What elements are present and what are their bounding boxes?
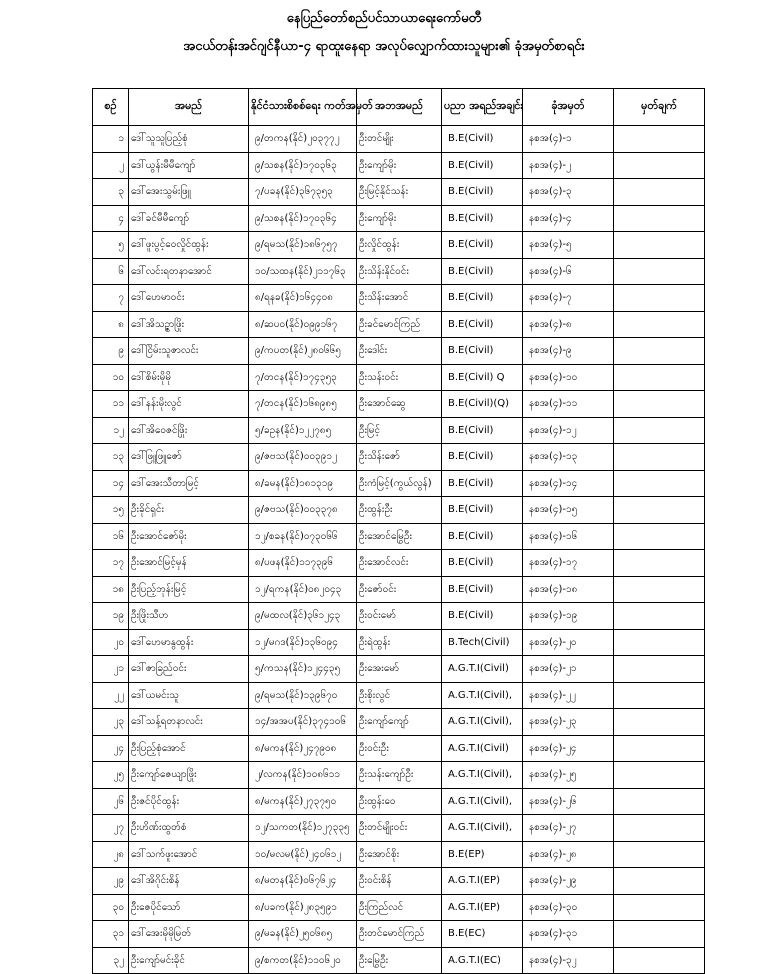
table-row xyxy=(93,391,705,418)
remarks-cell xyxy=(614,550,705,577)
serial-cell: ၁၀ xyxy=(93,364,129,391)
name-cell: ဒေါ်အိသဉ္ဇာဖြိုး xyxy=(129,311,249,338)
serial-cell: ၁၄ xyxy=(93,470,129,497)
qualification-cell: B.E(Civil) xyxy=(442,523,523,550)
father-name-cell: ဦးတင်မျိုး xyxy=(357,126,442,153)
name-cell: ဒေါ်ငြိမ်းသူဇာလင်း xyxy=(129,338,249,365)
table-row xyxy=(93,497,705,524)
qualification-cell: B.E(Civil) xyxy=(442,497,523,524)
serial-cell: ၆ xyxy=(93,258,129,285)
name-cell: ဒေါ်သက်ဖူးအောင် xyxy=(129,841,249,868)
table-row xyxy=(93,152,705,179)
table-row xyxy=(93,179,705,206)
nrc-cell: ၉/သစန(နိုင်)၁၇၀၃၆၃ xyxy=(249,152,357,179)
remarks-cell xyxy=(614,788,705,815)
name-cell: ဒေါ်ဖူးပွင့်ဝေလှိုင်ထွန်း xyxy=(129,232,249,259)
remarks-cell xyxy=(614,258,705,285)
nrc-cell: ၉/စကတ(နိုင်)၁၁၀၆၂၀ xyxy=(249,947,357,974)
father-name-cell: ဦးအောင်စိုး xyxy=(357,841,442,868)
qualification-cell: A.G.T.I(Civil) xyxy=(442,735,523,762)
name-cell: ဦးဖြိုးသီဟ xyxy=(129,603,249,630)
seat-number-cell: နစအ(၄)-၁၅ xyxy=(523,497,614,524)
name-cell: ဒေါ်ခင်မီမီကျော် xyxy=(129,205,249,232)
qualification-cell: B.E(Civil) xyxy=(442,470,523,497)
qualification-cell: B.E(Civil) xyxy=(442,285,523,312)
name-cell: ဦးဇေပိုင်သော် xyxy=(129,894,249,921)
father-name-cell: ဦးဝင်းဦး xyxy=(357,735,442,762)
remarks-cell xyxy=(614,285,705,312)
name-cell: ဦးအောင်ဇော်မိုး xyxy=(129,523,249,550)
father-name-cell: ဦးကျော်ကျော် xyxy=(357,709,442,736)
serial-cell: ၅ xyxy=(93,232,129,259)
nrc-cell: ၇/တငန(နိုင်)၁၇၄၃၅၃ xyxy=(249,364,357,391)
qualification-cell: A.G.T.I(EP) xyxy=(442,894,523,921)
table-row xyxy=(93,550,705,577)
qualification-cell: A.G.T.I(Civil), xyxy=(442,709,523,736)
qualification-cell: B.E(Civil) xyxy=(442,152,523,179)
father-name-cell: ဦးမြင့်နိုင်သန်း xyxy=(357,179,442,206)
father-name-cell: ဦးရဲထွန်း xyxy=(357,629,442,656)
document-subtitle: အငယ်တန်းအင်ဂျင်နီယာ-၄ ရာထူးနေရာ အလုပ်လျှောက်ထားသူများ၏ ခုံအမှတ်စာရင်း xyxy=(183,39,585,54)
nrc-cell: ၉/မထလ(နိုင်)၃၆၁၂၄၃ xyxy=(249,603,357,630)
remarks-cell xyxy=(614,205,705,232)
table-row xyxy=(93,682,705,709)
nrc-cell: ၈/ဆပဝ(နိုင်)၀၉၉၁၆၇ xyxy=(249,311,357,338)
qualification-cell: B.E(Civil) xyxy=(442,258,523,285)
qualification-cell: B.E(Civil) xyxy=(442,179,523,206)
remarks-cell xyxy=(614,391,705,418)
name-cell: ဒေါ်အိဂိုင်းစိန် xyxy=(129,868,249,895)
remarks-cell xyxy=(614,656,705,683)
remarks-cell xyxy=(614,709,705,736)
remarks-cell xyxy=(614,682,705,709)
father-name-cell: ဦးသိန်းအောင် xyxy=(357,285,442,312)
nrc-cell: ၁၂/စခန(နိုင်)၀၇၃၀၆၆ xyxy=(249,523,357,550)
name-cell: ဦးဇင်ပိုင်ထွန်း xyxy=(129,788,249,815)
name-cell: ဒေါ်နန်းမိုးလွင် xyxy=(129,391,249,418)
father-name-cell: ဦးသိန်းဇော် xyxy=(357,444,442,471)
remarks-cell xyxy=(614,735,705,762)
remarks-cell xyxy=(614,311,705,338)
father-name-cell: ဦးကျော်မိုး xyxy=(357,205,442,232)
remarks-cell xyxy=(614,947,705,974)
name-cell: ဒေါ်သူသူပြည့်စုံ xyxy=(129,126,249,153)
father-name-cell: ဦးသန်းဝင်း xyxy=(357,364,442,391)
nrc-cell: ၅/ကသန(နိုင်)၁၂၄၄၃၅ xyxy=(249,656,357,683)
serial-cell: ၂၅ xyxy=(93,762,129,789)
remarks-cell xyxy=(614,921,705,948)
nrc-cell: ၉/မခန(နိုင်)၂၅၀၆၈၅ xyxy=(249,921,357,948)
seat-number-cell: နစအ(၄)-၈ xyxy=(523,311,614,338)
name-cell: ဦးအောင်မြင့်မှန် xyxy=(129,550,249,577)
father-name-cell: ဦးကြည်လင် xyxy=(357,894,442,921)
seat-number-cell: နစအ(၄)-၂ xyxy=(523,152,614,179)
serial-cell: ၁၁ xyxy=(93,391,129,418)
seat-number-cell: နစအ(၄)-၁၂ xyxy=(523,417,614,444)
seat-number-cell: နစအ(၄)-၂၁ xyxy=(523,656,614,683)
father-name-cell: ဦးအောင်မြွေဦး xyxy=(357,523,442,550)
nrc-cell: ၉/ရမသ(နိုင်)၁၈၆၇၅၇ xyxy=(249,232,357,259)
seat-number-cell: နစအ(၄)-၂၂ xyxy=(523,682,614,709)
nrc-cell: ၈/ရနခ(နိုင်)၁၆၄၄၀၈ xyxy=(249,285,357,312)
table-row xyxy=(93,894,705,921)
father-name-cell: ဦးသန်းကျော်ဦး xyxy=(357,762,442,789)
name-cell: ဦးပြည့်ဘုန်းမြင့် xyxy=(129,576,249,603)
father-name-cell: ဦးကျော်မိုး xyxy=(357,152,442,179)
seat-number-cell: နစအ(၄)-၂၃ xyxy=(523,709,614,736)
serial-cell: ၁ xyxy=(93,126,129,153)
serial-cell: ၁၇ xyxy=(93,550,129,577)
serial-cell: ၁၅ xyxy=(93,497,129,524)
name-cell: ဒေါ်အေးသီတာမြင့် xyxy=(129,470,249,497)
serial-cell: ၂ xyxy=(93,152,129,179)
remarks-cell xyxy=(614,338,705,365)
qualification-cell: B.E(EP) xyxy=(442,841,523,868)
qualification-cell: A.G.T.I(Civil), xyxy=(442,788,523,815)
seat-number-cell: နစအ(၄)-၂၈ xyxy=(523,841,614,868)
nrc-cell: ၈/ပခက(နိုင်)၂၈၃၅၉၁ xyxy=(249,894,357,921)
header-name: အမည် xyxy=(129,89,249,126)
serial-cell: ၁၃ xyxy=(93,444,129,471)
name-cell: ဒေါ်ဖြူဖြူဇော် xyxy=(129,444,249,471)
remarks-cell xyxy=(614,126,705,153)
nrc-cell: ၉/ဇဗသ(နိုင်)၀၀၃၉၁၂ xyxy=(249,444,357,471)
qualification-cell: A.G.T.I(EC) xyxy=(442,947,523,974)
table-row xyxy=(93,629,705,656)
table-row xyxy=(93,709,705,736)
seat-number-cell: နစအ(၄)-၂၉ xyxy=(523,868,614,895)
father-name-cell: ဦးလှိုင်ထွန်း xyxy=(357,232,442,259)
header-qualification: ပညာ အရည်အချင်း xyxy=(442,89,523,126)
seat-number-cell: နစအ(၄)-၂၅ xyxy=(523,762,614,789)
name-cell: ဒေါ်သန့်ရတနာလင်း xyxy=(129,709,249,736)
remarks-cell xyxy=(614,364,705,391)
name-cell: ဒေါ်ဟေမာနွထွန်း xyxy=(129,629,249,656)
nrc-cell: ၉/ရမသ(နိုင်)၁၃၉၆၇၀ xyxy=(249,682,357,709)
table-row xyxy=(93,656,705,683)
qualification-cell: B.E(Civil) xyxy=(442,576,523,603)
qualification-cell: B.E(Civil) xyxy=(442,232,523,259)
seat-number-cell: နစအ(၄)-၁၈ xyxy=(523,576,614,603)
name-cell: ဦးပြည့်စုံအောင် xyxy=(129,735,249,762)
serial-cell: ၈ xyxy=(93,311,129,338)
seat-number-cell: နစအ(၄)-၂၄ xyxy=(523,735,614,762)
nrc-cell: ၁၄/အအပ(နိုင်)၃၇၄၁၀၆ xyxy=(249,709,357,736)
seat-number-cell: နစအ(၄)-၂၇ xyxy=(523,815,614,842)
serial-cell: ၃၀ xyxy=(93,894,129,921)
name-cell: ဒေါ်အိဝေဇင်ဖြိုး xyxy=(129,417,249,444)
nrc-cell: ၅/ခဥန(နိုင်)၁၂၂၇၈၅ xyxy=(249,417,357,444)
seat-number-cell: နစအ(၄)-၁၄ xyxy=(523,470,614,497)
father-name-cell: ဦးတင်မောင်ကြည် xyxy=(357,921,442,948)
remarks-cell xyxy=(614,152,705,179)
father-name-cell: ဦးစိုးလွင် xyxy=(357,682,442,709)
table-row xyxy=(93,258,705,285)
serial-cell: ၄ xyxy=(93,205,129,232)
name-cell: ဒေါ်ယမင်းသူ xyxy=(129,682,249,709)
qualification-cell: B.Tech(Civil) xyxy=(442,629,523,656)
remarks-cell xyxy=(614,603,705,630)
remarks-cell xyxy=(614,497,705,524)
name-cell: ဦးဟိဏ်းထွတ်စံ xyxy=(129,815,249,842)
seat-number-cell: နစအ(၄)-၃၁ xyxy=(523,921,614,948)
applicant-table xyxy=(92,88,705,974)
seat-number-cell: နစအ(၄)-၃ xyxy=(523,179,614,206)
remarks-cell xyxy=(614,470,705,497)
table-row xyxy=(93,285,705,312)
nrc-cell: ၈/မကန(နိုင်)၂၄၇၉၀၈ xyxy=(249,735,357,762)
name-cell: ဒေါ်အေးသွမ်းဖြူ xyxy=(129,179,249,206)
seat-number-cell: နစအ(၄)-၄ xyxy=(523,205,614,232)
remarks-cell xyxy=(614,629,705,656)
qualification-cell: B.E(Civil) xyxy=(442,417,523,444)
nrc-cell: ၂/လကန(နိုင်)၁၀၈၆၁၁ xyxy=(249,762,357,789)
serial-cell: ၁၂ xyxy=(93,417,129,444)
table-row xyxy=(93,338,705,365)
qualification-cell: B.E(Civil)(Q) xyxy=(442,391,523,418)
qualification-cell: B.E(Civil) xyxy=(442,444,523,471)
qualification-cell: B.E(Civil) xyxy=(442,550,523,577)
table-row xyxy=(93,947,705,974)
father-name-cell: ဦးဝင်းစိန် xyxy=(357,868,442,895)
nrc-cell: ၉/တကန(နိုင်)၂၀၃၇၇၂ xyxy=(249,126,357,153)
nrc-cell: ၉/ဇဗသ(နိုင်)၀၀၃၃၇၈ xyxy=(249,497,357,524)
seat-number-cell: နစအ(၄)-၁၀ xyxy=(523,364,614,391)
table-row xyxy=(93,841,705,868)
nrc-cell: ၁၂/ရကန(နိုင်)၀၈၂၀၄၃ xyxy=(249,576,357,603)
father-name-cell: ဦးမြင့် xyxy=(357,417,442,444)
serial-cell: ၂၇ xyxy=(93,815,129,842)
father-name-cell: ဦးထွန်းဦး xyxy=(357,497,442,524)
nrc-cell: ၁၀/မလမ(နိုင်)၂၄၀၆၁၂ xyxy=(249,841,357,868)
remarks-cell xyxy=(614,868,705,895)
remarks-cell xyxy=(614,815,705,842)
nrc-cell: ၇/တငန(နိုင်)၁၆၈၉၈၅ xyxy=(249,391,357,418)
qualification-cell: A.G.T.I(Civil), xyxy=(442,815,523,842)
qualification-cell: B.E(Civil) xyxy=(442,603,523,630)
seat-number-cell: နစအ(၄)-၃၀ xyxy=(523,894,614,921)
nrc-cell: ၇/ပခန(နိုင်)၃၆၇၃၅၃ xyxy=(249,179,357,206)
remarks-cell xyxy=(614,576,705,603)
remarks-cell xyxy=(614,523,705,550)
qualification-cell: B.E(Civil) Q xyxy=(442,364,523,391)
serial-cell: ၁၈ xyxy=(93,576,129,603)
serial-cell: ၇ xyxy=(93,285,129,312)
table-row xyxy=(93,788,705,815)
header-father-name: အဘအမည် xyxy=(357,89,442,126)
seat-number-cell: နစအ(၄)-၁၆ xyxy=(523,523,614,550)
serial-cell: ၁၉ xyxy=(93,603,129,630)
qualification-cell: A.G.T.I(Civil), xyxy=(442,762,523,789)
table-row xyxy=(93,364,705,391)
seat-number-cell: နစအ(၄)-၂၆ xyxy=(523,788,614,815)
father-name-cell: ဦးကံမြင့်(ကွယ်လွန်) xyxy=(357,470,442,497)
serial-cell: ၂၂ xyxy=(93,682,129,709)
serial-cell: ၂၆ xyxy=(93,788,129,815)
seat-number-cell: နစအ(၄)-၁၁ xyxy=(523,391,614,418)
document-title: နေပြည်တော်စည်ပင်သာယာရေးကော်မတီ xyxy=(286,11,482,26)
serial-cell: ၁၆ xyxy=(93,523,129,550)
name-cell: ဒေါ်စိမ်းမိုမို xyxy=(129,364,249,391)
name-cell: ဦးခိုင်ရှင်း xyxy=(129,497,249,524)
remarks-cell xyxy=(614,232,705,259)
table-row xyxy=(93,921,705,948)
seat-number-cell: နစအ(၄)-၇ xyxy=(523,285,614,312)
father-name-cell: ဦးတင်မျိုးဝင်း xyxy=(357,815,442,842)
father-name-cell: ဦးဝင်းမော် xyxy=(357,603,442,630)
name-cell: ဒေါ်ယွန်းမီမီကျော် xyxy=(129,152,249,179)
table-row xyxy=(93,868,705,895)
header-remarks: မှတ်ချက် xyxy=(614,89,705,126)
nrc-cell: ၁၀/သထန(နိုင်)၂၁၁၇၆၃ xyxy=(249,258,357,285)
table-row xyxy=(93,576,705,603)
remarks-cell xyxy=(614,179,705,206)
serial-cell: ၃၁ xyxy=(93,921,129,948)
table-row xyxy=(93,815,705,842)
table-row xyxy=(93,205,705,232)
table-row xyxy=(93,126,705,153)
remarks-cell xyxy=(614,762,705,789)
table-row xyxy=(93,311,705,338)
father-name-cell: ဦးသိန်းနိုင်ဝင်း xyxy=(357,258,442,285)
nrc-cell: ၈/ခမန(နိုင်)၁၈၁၃၁၉ xyxy=(249,470,357,497)
serial-cell: ၂၄ xyxy=(93,735,129,762)
qualification-cell: B.E(Civil) xyxy=(442,205,523,232)
table-row xyxy=(93,523,705,550)
nrc-cell: ၈/မကန(နိုင်)၂၇၃၇၅၀ xyxy=(249,788,357,815)
table-row xyxy=(93,762,705,789)
serial-cell: ၂၃ xyxy=(93,709,129,736)
nrc-cell: ၈/ပဖန(နိုင်)၁၁၇၃၉၆ xyxy=(249,550,357,577)
qualification-cell: A.G.T.I(Civil), xyxy=(442,682,523,709)
serial-cell: ၃ xyxy=(93,179,129,206)
seat-number-cell: နစအ(၄)-၅ xyxy=(523,232,614,259)
name-cell: ဒေါ်လင်းရတနာအောင် xyxy=(129,258,249,285)
nrc-cell: ၁၂/မဂဒ(နိုင်)၁၃၆၀၉၄ xyxy=(249,629,357,656)
seat-number-cell: နစအ(၄)-၆ xyxy=(523,258,614,285)
father-name-cell: ဦးထွန်းဝေ xyxy=(357,788,442,815)
qualification-cell: A.G.T.I(EP) xyxy=(442,868,523,895)
seat-number-cell: နစအ(၄)-၁ xyxy=(523,126,614,153)
name-cell: ဒေါ်အေးမိုမိုမြတ် xyxy=(129,921,249,948)
table-row xyxy=(93,470,705,497)
qualification-cell: B.E(Civil) xyxy=(442,338,523,365)
serial-cell: ၂၉ xyxy=(93,868,129,895)
seat-number-cell: နစအ(၄)-၉ xyxy=(523,338,614,365)
table-row xyxy=(93,232,705,259)
remarks-cell xyxy=(614,417,705,444)
seat-number-cell: နစအ(၄)-၃၂ xyxy=(523,947,614,974)
name-cell: ဦးကျော်မင်းခိုင် xyxy=(129,947,249,974)
name-cell: ဒေါ်ဟေမာဝင်း xyxy=(129,285,249,312)
name-cell: ဒေါ်ဇာခြည်ဝင်း xyxy=(129,656,249,683)
serial-cell: ၉ xyxy=(93,338,129,365)
seat-number-cell: နစအ(၄)-၁၃ xyxy=(523,444,614,471)
remarks-cell xyxy=(614,894,705,921)
header-nrc: နိုင်ငံသားစိစစ်ရေး ကတ်အမှတ် xyxy=(249,89,357,126)
table-row xyxy=(93,603,705,630)
father-name-cell: ဦးအေးမော် xyxy=(357,656,442,683)
table-row xyxy=(93,444,705,471)
serial-cell: ၂၈ xyxy=(93,841,129,868)
qualification-cell: A.G.T.I(Civil) xyxy=(442,656,523,683)
qualification-cell: B.E(Civil) xyxy=(442,126,523,153)
serial-cell: ၂၁ xyxy=(93,656,129,683)
nrc-cell: ၉/သစန(နိုင်)၁၇၀၃၆၄ xyxy=(249,205,357,232)
remarks-cell xyxy=(614,841,705,868)
father-name-cell: ဦးဒေါင်း xyxy=(357,338,442,365)
father-name-cell: ဦးအောင်လင်း xyxy=(357,550,442,577)
qualification-cell: B.E(EC) xyxy=(442,921,523,948)
table-row xyxy=(93,417,705,444)
seat-number-cell: နစအ(၄)-၂၀ xyxy=(523,629,614,656)
father-name-cell: ဦးခင်မောင်ကြည် xyxy=(357,311,442,338)
father-name-cell: ဦးမြွေဦး xyxy=(357,947,442,974)
father-name-cell: ဦးဇော်ဝင်း xyxy=(357,576,442,603)
serial-cell: ၂၀ xyxy=(93,629,129,656)
seat-number-cell: နစအ(၄)-၁၉ xyxy=(523,603,614,630)
name-cell: ဦးကျော်ဇေယျာဖြိုး xyxy=(129,762,249,789)
table-header-row xyxy=(93,89,705,126)
father-name-cell: ဦးအောင်ဆွေ xyxy=(357,391,442,418)
table-row xyxy=(93,735,705,762)
seat-number-cell: နစအ(၄)-၁၇ xyxy=(523,550,614,577)
header-seat-number: ခုံအမှတ် xyxy=(523,89,614,126)
nrc-cell: ၁၂/သကတ(နိုင်)၁၂၇၃၃၅ xyxy=(249,815,357,842)
header-serial: စဉ် xyxy=(93,89,129,126)
nrc-cell: ၉/ကပတ(နိုင်)၂၈၀၆၆၅ xyxy=(249,338,357,365)
remarks-cell xyxy=(614,444,705,471)
qualification-cell: B.E(Civil) xyxy=(442,311,523,338)
nrc-cell: ၈/မတန(နိုင်)၀၆၇၆၂၄ xyxy=(249,868,357,895)
serial-cell: ၃၂ xyxy=(93,947,129,974)
